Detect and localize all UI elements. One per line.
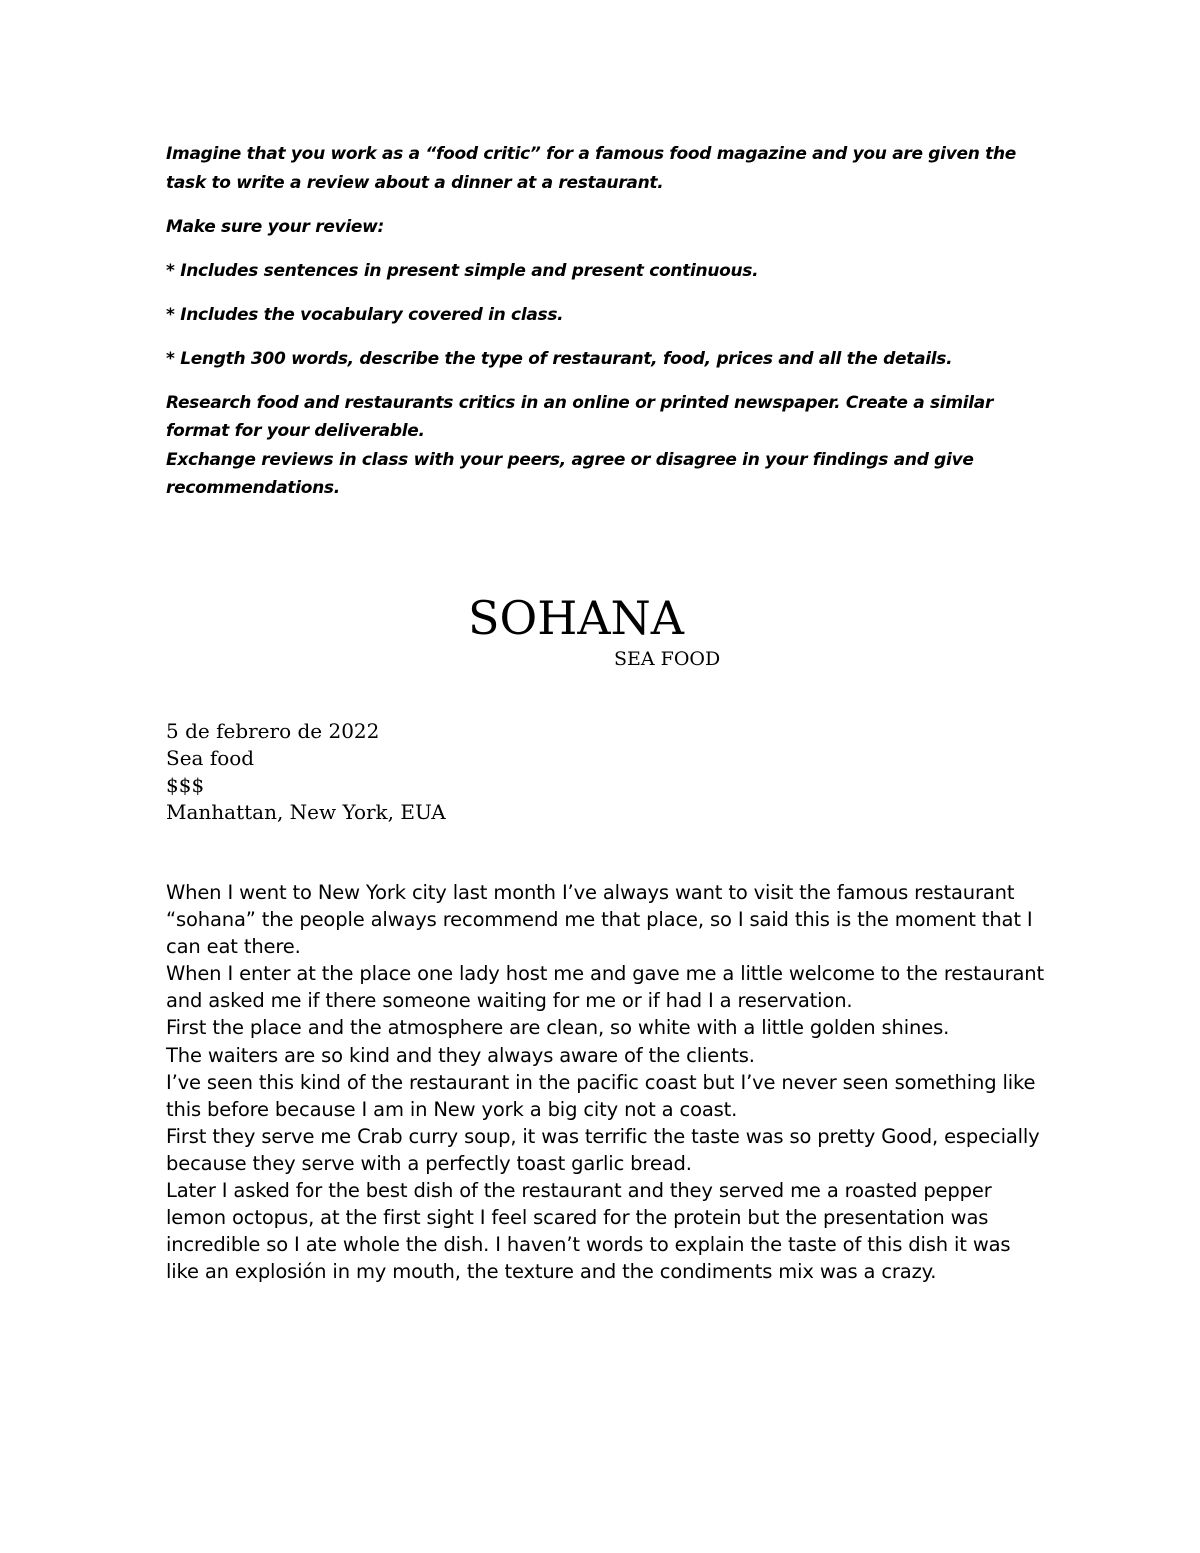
review-paragraph: When I went to New York city last month I’ve always want to visit the famous restaurant “sohana” the people always recommend me that place, so I said this is the moment that I can eat there. bbox=[166, 881, 1033, 959]
assignment-instructions bbox=[166, 140, 1046, 503]
instructions-bullet: * Length 300 words, describe the type of restaurant, food, prices and all the details. bbox=[166, 348, 953, 369]
instructions-research: Research food and restaurants critics in an online or printed newspaper. Create a similar format for your deliverable. bbox=[166, 392, 994, 441]
review-paragraph: The waiters are so kind and they always aware of the clients. bbox=[166, 1043, 755, 1067]
instructions-bullet: * Includes the vocabulary covered in class. bbox=[166, 304, 564, 325]
review-paragraph: Later I asked for the best dish of the restaurant and they served me a roasted pepper lemon octopus, at the first sight I feel scared for the protein but the presentation was incredible so I ate whole the dish. I haven’t words to explain the taste of this dish it was like an explosión in my mouth, the texture and the condiments mix was a crazy. bbox=[166, 1179, 1011, 1284]
review-paragraph: First they serve me Crab curry soup, it was terrific the taste was so pretty Good, especially because they serve with a perfectly toast garlic bread. bbox=[166, 1124, 1040, 1175]
review-body bbox=[166, 879, 1046, 1285]
instructions-intro: Imagine that you work as a “food critic” for a famous food magazine and you are given the task to write a review about a dinner at a restaurant. bbox=[166, 144, 1016, 193]
review-date: 5 de febrero de 2022 bbox=[166, 719, 380, 743]
review-paragraph: I’ve seen this kind of the restaurant in the pacific coast but I’ve never seen something like this before because I am in New york a big city not a coast. bbox=[166, 1070, 1036, 1121]
review-meta bbox=[166, 718, 446, 826]
instructions-exchange: Exchange reviews in class with your peers, agree or disagree in your findings and give recommendations. bbox=[166, 449, 974, 498]
restaurant-subtitle: SEA FOOD bbox=[614, 648, 721, 670]
restaurant-name: SOHANA bbox=[467, 591, 685, 645]
review-location: Manhattan, New York, EUA bbox=[166, 800, 446, 824]
instructions-make-sure: Make sure your review: bbox=[166, 216, 385, 237]
instructions-bullet: * Includes sentences in present simple and present continuous. bbox=[166, 260, 759, 281]
review-category: Sea food bbox=[166, 746, 255, 770]
review-price: $$$ bbox=[166, 773, 205, 797]
review-paragraph: When I enter at the place one lady host me and gave me a little welcome to the restaurant and asked me if there someone waiting for me or if had I a reservation. bbox=[166, 962, 1044, 1013]
review-paragraph: First the place and the atmosphere are clean, so white with a little golden shines. bbox=[166, 1016, 950, 1040]
